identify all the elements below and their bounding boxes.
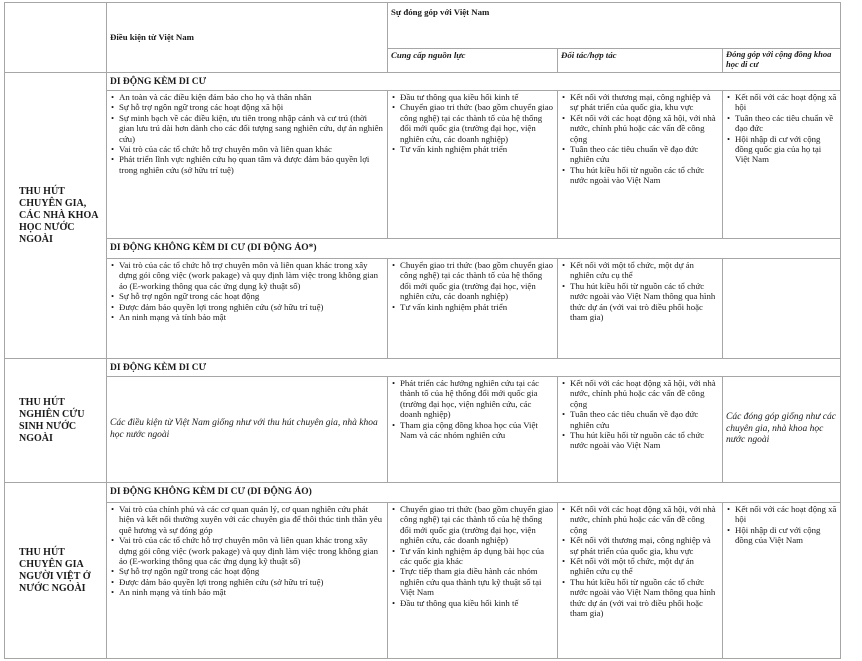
header-row — [5, 3, 841, 49]
bullet-list — [561, 260, 719, 322]
row1-band-b-text: DI ĐỘNG KHÔNG KÈM DI CƯ (DI ĐỘNG ẢO*) — [107, 239, 841, 259]
bullet-list — [391, 260, 554, 312]
row2-label: THU HÚT NGHIÊN CỨU SINH NƯỚC NGOÀI — [5, 359, 107, 483]
bullet-item: • Đầu tư thông qua kiều hối kinh tế — [400, 598, 554, 608]
header-conditions: Điều kiện từ Việt Nam — [107, 3, 388, 73]
bullet-item: • An toàn và các điều kiện đảm bảo cho họ và thân nhân — [119, 92, 384, 102]
header-resources: Cung cấp nguồn lực — [388, 49, 558, 73]
bullet-item: • Kết nối với một tổ chức, một dự án nghiên cứu cụ thể — [570, 260, 719, 281]
bullet-list — [391, 92, 554, 154]
row2-partners — [558, 377, 723, 483]
bullet-list — [391, 504, 554, 608]
bullet-item: • Vai trò của các tổ chức hỗ trợ chuyên môn và liên quan khác trong xây dựng gói công việc (work pakage) và quy định làm việc trong không gian ảo (E-working thông qua các ứng dụng kỹ thuật số) — [119, 260, 384, 291]
bullet-item: • Kết nối với các hoạt động xã hội, với nhà nước, chính phủ hoặc các vấn đề công cộng — [570, 378, 719, 409]
bullet-list — [110, 504, 384, 598]
bullet-item: • Chuyển giao tri thức (bao gồm chuyển giao công nghệ) tại các thành tố của hệ thống đổi mới quốc gia (trường đại học, viện nghiên cứu, các doanh nghiệp) — [400, 260, 554, 302]
bullet-item: • Kết nối với thương mại, công nghiệp và sự phát triển của quốc gia, khu vực — [570, 92, 719, 113]
row1-band-a — [5, 73, 841, 91]
header-contribution: Sự đóng góp với Việt Nam — [388, 3, 841, 49]
row1-b-conditions — [107, 259, 388, 359]
bullet-list — [110, 260, 384, 322]
row3-content — [5, 503, 841, 659]
bullet-item: • Sự hỗ trợ ngôn ngữ trong các hoạt động — [119, 291, 384, 301]
row1-band-b — [5, 239, 841, 259]
row1-a-content — [5, 91, 841, 239]
bullet-item: • Tư vấn kinh nghiệm phát triển — [400, 144, 554, 154]
row2-resources — [388, 377, 558, 483]
row2-band-text: DI ĐỘNG KÈM DI CƯ — [107, 359, 841, 377]
row1-a-partners — [558, 91, 723, 239]
row3-conditions — [107, 503, 388, 659]
row1-a-conditions — [107, 91, 388, 239]
row2-band — [5, 359, 841, 377]
bullet-item: • An ninh mạng và tính bảo mật — [119, 312, 384, 322]
bullet-item: • Kết nối với các hoạt động xã hội — [735, 92, 837, 113]
row3-community — [723, 503, 841, 659]
bullet-item: • Thu hút kiều hối từ nguồn các tổ chức nước ngoài vào Việt Nam — [570, 165, 719, 186]
bullet-list — [726, 504, 837, 546]
bullet-list — [110, 92, 384, 175]
bullet-item: • Trực tiếp tham gia điều hành các nhóm nghiên cứu qua thành tựu kỹ thuật số tại Việt Nam — [400, 566, 554, 597]
bullet-item: • Thu hút kiều hối từ nguồn các tổ chức nước ngoài vào Việt Nam thông qua hình thức dự án (với vai trò điều phối hoặc tham gia) — [570, 577, 719, 619]
header-partners: Đối tác/hợp tác — [558, 49, 723, 73]
row2-community: Các đóng góp giống như các chuyên gia, nhà khoa học nước ngoài — [723, 377, 841, 483]
row3-resources — [388, 503, 558, 659]
bullet-item: • Được đảm bảo quyền lợi trong nghiên cứu (sở hữu trí tuệ) — [119, 577, 384, 587]
comparison-table — [4, 2, 841, 659]
row2-conditions: Các điều kiện từ Việt Nam giống như với thu hút chuyên gia, nhà khoa học nước ngoài — [107, 377, 388, 483]
bullet-item: • Vai trò của các tổ chức hỗ trợ chuyên môn và liên quan khác trong xây dựng gói công việc (work pakage) và quy định làm việc trong không gian ảo (E-working thông qua các ứng dụng kỹ thuật số) — [119, 535, 384, 566]
bullet-item: • Phát triển các hướng nghiên cứu tại các thành tố của hệ thống đổi mới quốc gia (trường đại học, viện nghiên cứu, các doanh nghiệp) — [400, 378, 554, 420]
bullet-item: • Được đảm bảo quyền lợi trong nghiên cứu (sở hữu trí tuệ) — [119, 302, 384, 312]
bullet-item: • Vai trò của các tổ chức hỗ trợ chuyên môn và liên quan khác — [119, 144, 384, 154]
bullet-list — [391, 378, 554, 440]
row1-b-content — [5, 259, 841, 359]
bullet-item: • Kết nối với các hoạt động xã hội, với nhà nước, chính phủ hoặc các vấn đề công cộng — [570, 113, 719, 144]
bullet-item: • Tư vấn kinh nghiệm phát triển — [400, 302, 554, 312]
bullet-list — [561, 504, 719, 618]
bullet-item: • Tuân theo các tiêu chuẩn về đạo đức — [735, 113, 837, 134]
row3-band — [5, 483, 841, 503]
bullet-item: • Hội nhập di cư với cộng đồng quốc gia của họ tại Việt Nam — [735, 134, 837, 165]
row2-content — [5, 377, 841, 483]
row1-b-community — [723, 259, 841, 359]
bullet-item: • Sự hỗ trợ ngôn ngữ trong các hoạt động xã hội — [119, 102, 384, 112]
bullet-item: • Chuyển giao tri thức (bao gồm chuyển giao công nghệ) tại các thành tố của hệ thống đổi mới quốc gia (trường đại học, viện nghiên cứu, các doanh nghiệp) — [400, 102, 554, 144]
bullet-item: • Sự minh bạch về các điều kiện, ưu tiên trong nhập cảnh và cư trú (thời gian lưu trú dài hơn dành cho các đối tượng sang nghiên cứu, dự án nghiên cứu) — [119, 113, 384, 144]
bullet-item: • Thu hút kiều hối từ nguồn các tổ chức nước ngoài vào Việt Nam thông qua hình thức dự án (với vai trò điều phối hoặc tham gia) — [570, 281, 719, 323]
row1-label: THU HÚT CHUYÊN GIA, CÁC NHÀ KHOA HỌC NƯỚC NGOÀI — [5, 73, 107, 359]
row1-a-resources — [388, 91, 558, 239]
row1-a-community — [723, 91, 841, 239]
bullet-item: • Thu hút kiều hối từ nguồn các tổ chức nước ngoài vào Việt Nam — [570, 430, 719, 451]
bullet-item: • Đầu tư thông qua kiều hối kinh tế — [400, 92, 554, 102]
bullet-item: • Chuyển giao tri thức (bao gồm chuyển giao công nghệ) tại các thành tố của hệ thống đổi mới quốc gia (trường đại học, viện nghiên cứu, các doanh nghiệp) — [400, 504, 554, 546]
row3-band-text: DI ĐỘNG KHÔNG KÈM DI CƯ (DI ĐỘNG ẢO) — [107, 483, 841, 503]
bullet-list — [726, 92, 837, 165]
bullet-item: • Kết nối với các hoạt động xã hội — [735, 504, 837, 525]
row1-b-partners — [558, 259, 723, 359]
header-community: Đóng góp với cộng đồng khoa học di cư — [723, 49, 841, 73]
bullet-item: • Kết nối với một tổ chức, một dự án nghiên cứu cụ thể — [570, 556, 719, 577]
row3-label: THU HÚT CHUYÊN GIA NGƯỜI VIỆT Ở NƯỚC NGOÀI — [5, 483, 107, 659]
bullet-item: • Hội nhập di cư với cộng đồng của Việt Nam — [735, 525, 837, 546]
header-empty — [5, 3, 107, 73]
row1-b-resources — [388, 259, 558, 359]
bullet-list — [561, 92, 719, 186]
bullet-item: • Tham gia cộng đồng khoa học của Việt Nam và các nhóm nghiên cứu — [400, 420, 554, 441]
bullet-item: • Tuân theo các tiêu chuẩn về đạo đức nghiên cứu — [570, 409, 719, 430]
row1-band-a-text: DI ĐỘNG KÈM DI CƯ — [107, 73, 841, 91]
row3-partners — [558, 503, 723, 659]
bullet-item: • Tư vấn kinh nghiệm áp dụng bài học của các quốc gia khác — [400, 546, 554, 567]
bullet-list — [561, 378, 719, 451]
bullet-item: • Kết nối với các hoạt động xã hội, với nhà nước, chính phủ hoặc các vấn đề công cộng — [570, 504, 719, 535]
bullet-item: • Kết nối với thương mại, công nghiệp và sự phát triển của quốc gia, khu vực — [570, 535, 719, 556]
bullet-item: • An ninh mạng và tính bảo mật — [119, 587, 384, 597]
bullet-item: • Sự hỗ trợ ngôn ngữ trong các hoạt động — [119, 566, 384, 576]
bullet-item: • Phát triển lĩnh vực nghiên cứu họ quan tâm và được đảm bảo quyền lợi trong nghiên cứu (sở hữu trí tuệ) — [119, 154, 384, 175]
bullet-item: • Vai trò của chính phủ và các cơ quan quản lý, cơ quan nghiên cứu phát hiện và kết nối thường xuyên với các chuyên gia để thôi thúc tinh thần yêu quê hương và sự đóng góp — [119, 504, 384, 535]
bullet-item: • Tuân theo các tiêu chuẩn về đạo đức nghiên cứu — [570, 144, 719, 165]
